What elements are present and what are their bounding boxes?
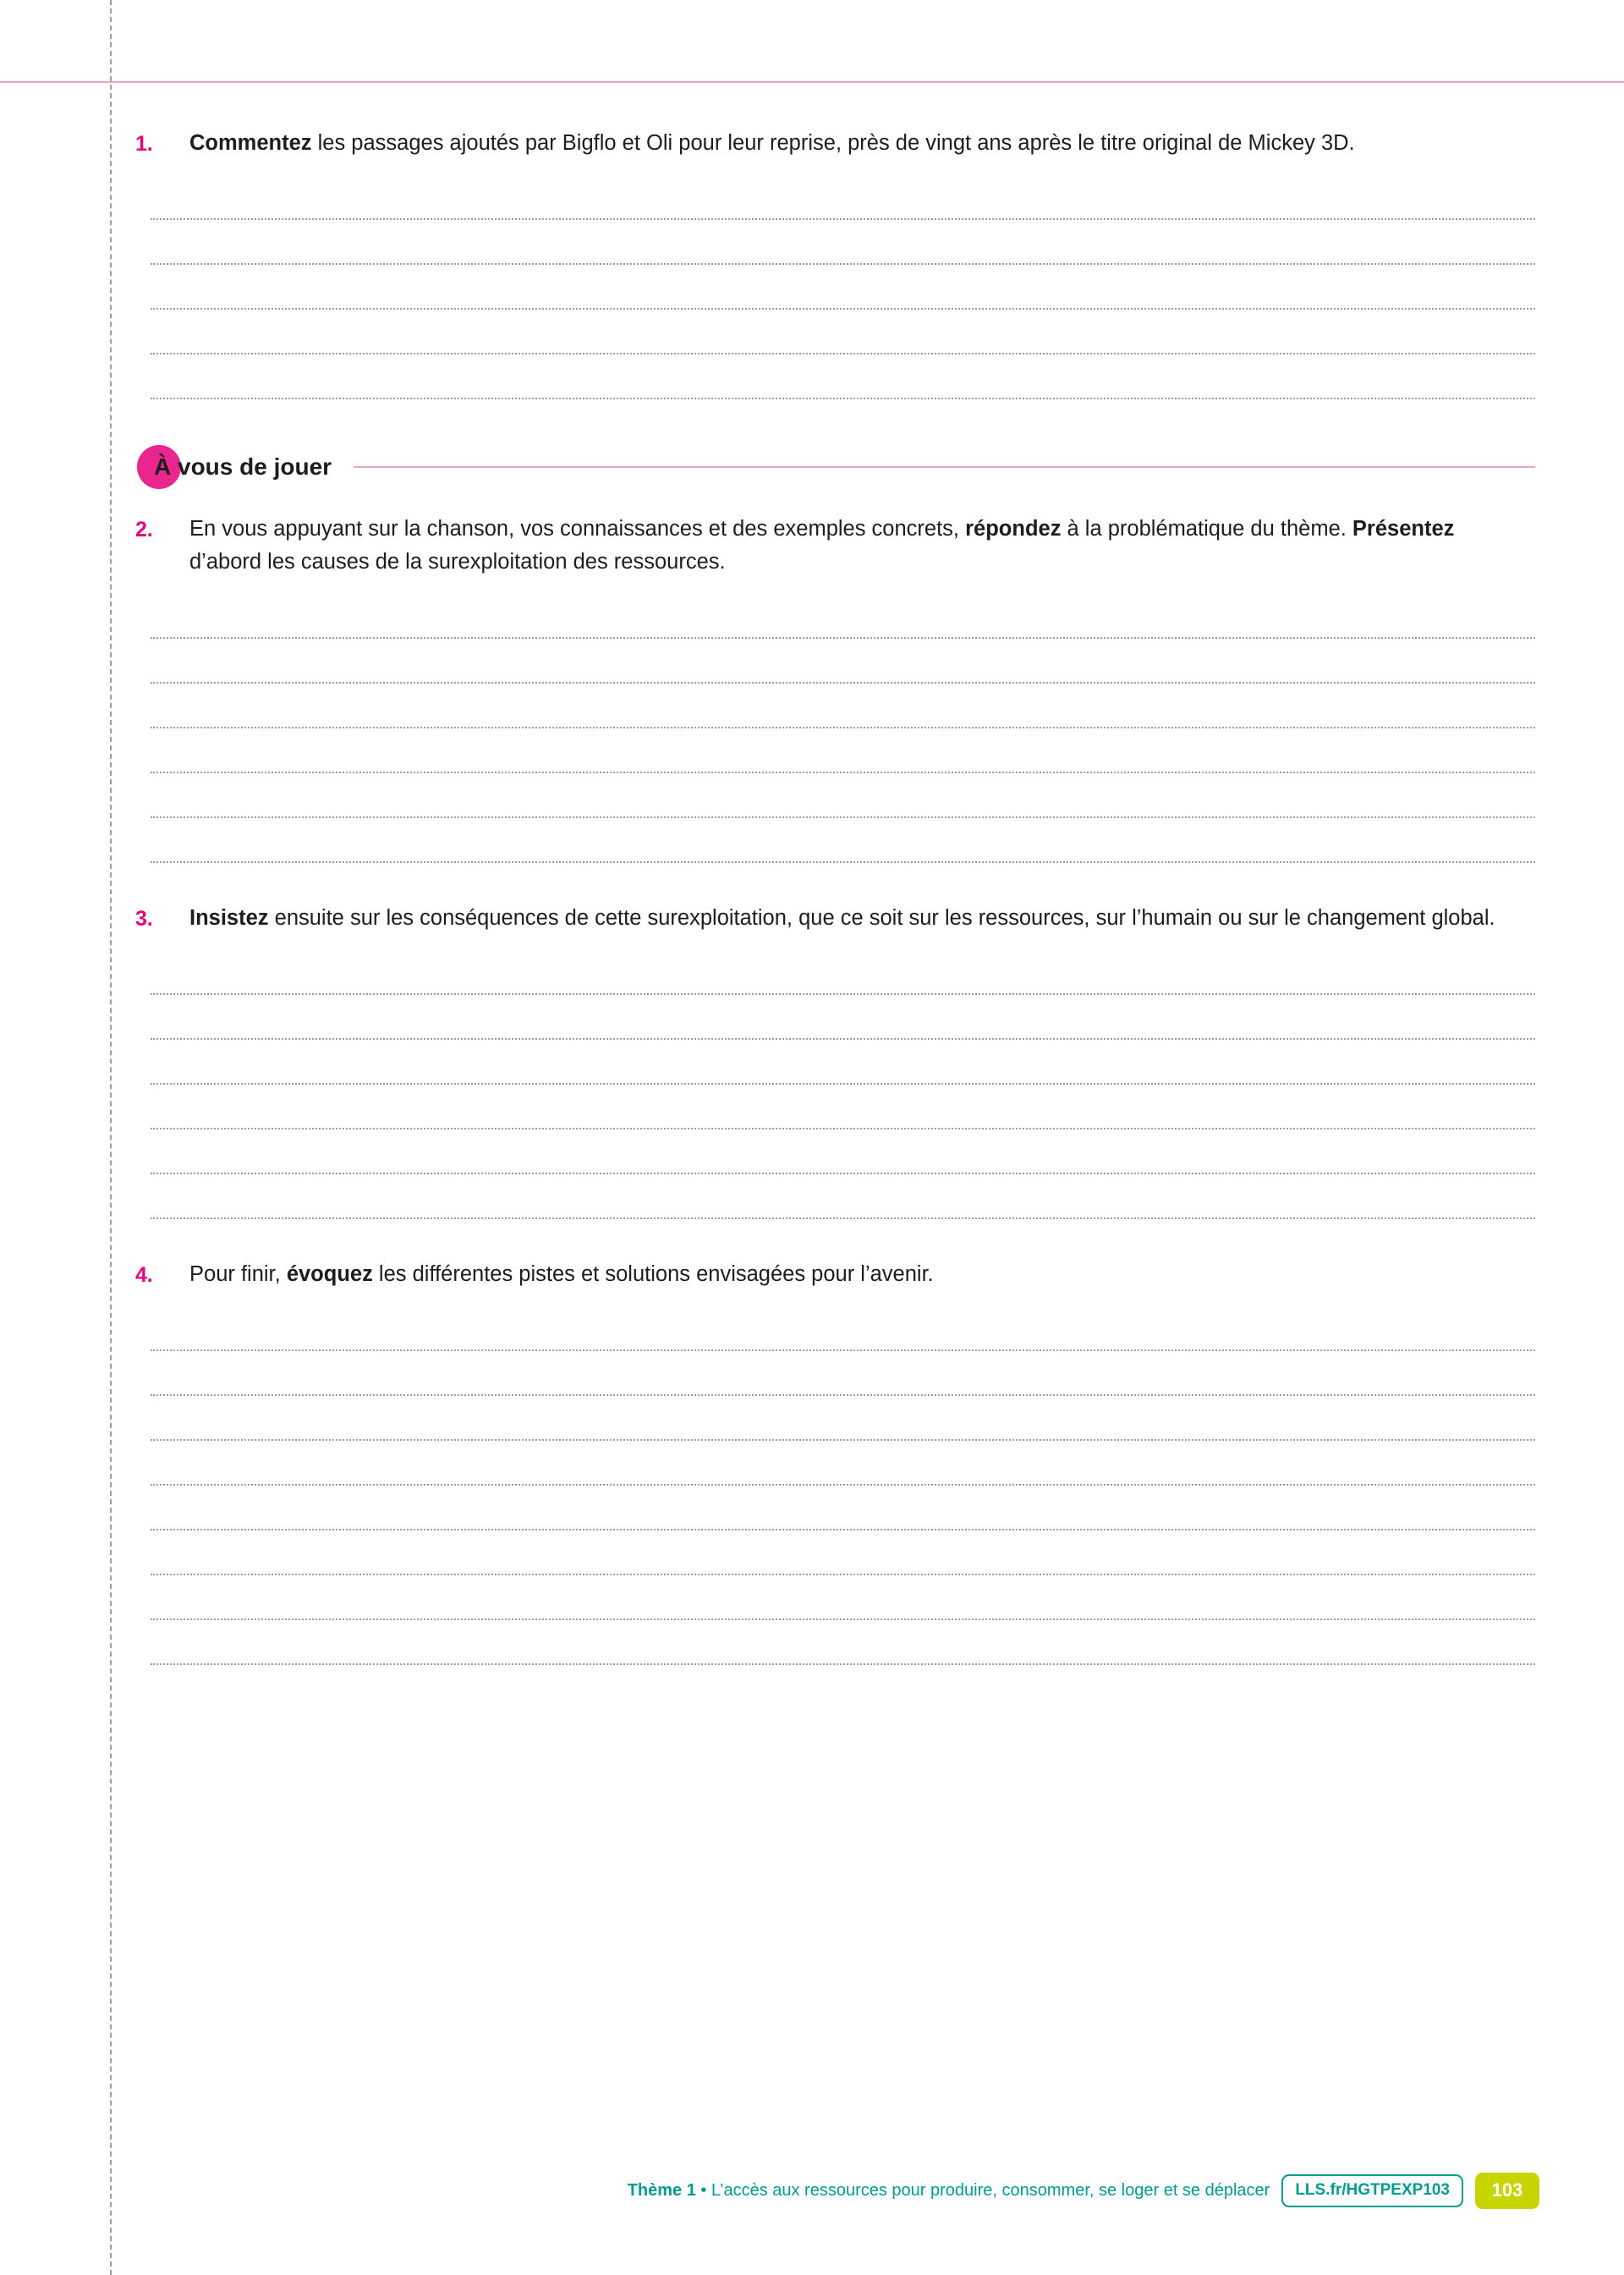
answer-line[interactable] xyxy=(151,950,1535,995)
exercise-4-header xyxy=(135,1258,1535,1291)
exercise-3-number: 3. xyxy=(135,907,153,931)
exercise-4-part-1: Pour finir, xyxy=(189,1262,287,1286)
exercise-2-header xyxy=(135,513,1535,579)
answer-line[interactable] xyxy=(151,1174,1535,1219)
answer-line[interactable] xyxy=(151,310,1535,354)
exercise-3 xyxy=(135,902,1535,1219)
footer-separator: • xyxy=(700,2181,707,2200)
exercise-2-part-3: d’abord les causes de la surexploitation des ressources. xyxy=(189,550,726,574)
exercise-4-number: 4. xyxy=(135,1263,153,1287)
exercise-3-answer-area[interactable] xyxy=(151,950,1535,1219)
answer-line[interactable] xyxy=(151,1040,1535,1085)
answer-line[interactable] xyxy=(151,995,1535,1040)
answer-line[interactable] xyxy=(151,175,1535,220)
exercise-2-answer-area[interactable] xyxy=(151,594,1535,863)
answer-line[interactable] xyxy=(151,1575,1535,1620)
exercise-1 xyxy=(135,127,1535,399)
exercise-4-verb: évoquez xyxy=(286,1262,373,1286)
exercise-1-body: les passages ajoutés par Bigflo et Oli pour leur reprise, près de vingt ans après le titre original de Mickey 3D. xyxy=(311,131,1355,155)
answer-line[interactable] xyxy=(151,639,1535,684)
footer-page-number: 103 xyxy=(1475,2173,1539,2209)
answer-line[interactable] xyxy=(151,265,1535,310)
page-footer xyxy=(135,2173,1624,2209)
answer-line[interactable] xyxy=(151,773,1535,818)
footer-theme-description: L’accès aux ressources pour produire, consommer, se loger et se déplacer xyxy=(710,2181,1270,2200)
answer-line[interactable] xyxy=(151,1306,1535,1351)
exercise-3-instruction xyxy=(189,902,1522,935)
answer-line[interactable] xyxy=(151,1129,1535,1174)
answer-line[interactable] xyxy=(151,728,1535,773)
section-rule xyxy=(354,466,1535,468)
footer-resource-code[interactable]: LLS.fr/HGTPEXP103 xyxy=(1281,2174,1463,2207)
exercise-4-part-2: les différentes pistes et solutions envisagées pour l’avenir. xyxy=(372,1262,934,1286)
answer-line[interactable] xyxy=(151,354,1535,399)
exercise-1-answer-area[interactable] xyxy=(151,175,1535,399)
exercise-2-verb-1: répondez xyxy=(965,517,1062,541)
exercise-3-body: ensuite sur les conséquences de cette surexploitation, que ce soit sur les ressources, sur l’humain ou sur le changement global. xyxy=(268,906,1495,930)
tear-off-dashed-line xyxy=(110,0,112,2275)
top-rule xyxy=(0,81,1624,83)
footer-theme-text xyxy=(628,2181,1270,2201)
exercise-4 xyxy=(135,1258,1535,1665)
answer-line[interactable] xyxy=(151,1486,1535,1530)
page-content xyxy=(135,127,1535,1665)
answer-line[interactable] xyxy=(151,684,1535,728)
exercise-2-instruction xyxy=(189,513,1522,579)
section-header-a-vous-de-jouer xyxy=(135,443,1535,491)
answer-line[interactable] xyxy=(151,220,1535,265)
exercise-2 xyxy=(135,513,1535,863)
exercise-1-verb: Commentez xyxy=(189,131,312,155)
exercise-2-part-2: à la problématique du thème. xyxy=(1061,517,1352,541)
exercise-1-header xyxy=(135,127,1535,160)
exercise-2-number: 2. xyxy=(135,518,153,541)
answer-line[interactable] xyxy=(151,1351,1535,1396)
answer-line[interactable] xyxy=(151,1085,1535,1129)
exercise-2-part-1: En vous appuyant sur la chanson, vos connaissances et des exemples concrets, xyxy=(189,517,966,541)
exercise-3-verb: Insistez xyxy=(189,906,269,930)
exercise-1-instruction xyxy=(189,127,1522,160)
answer-line[interactable] xyxy=(151,1441,1535,1486)
answer-line[interactable] xyxy=(151,1620,1535,1665)
answer-line[interactable] xyxy=(151,1530,1535,1575)
answer-line[interactable] xyxy=(151,818,1535,863)
exercise-1-number: 1. xyxy=(135,132,153,156)
exercise-4-instruction xyxy=(189,1258,1522,1291)
exercise-2-verb-2: Présentez xyxy=(1352,517,1455,541)
exercise-3-header xyxy=(135,902,1535,935)
exercise-4-answer-area[interactable] xyxy=(151,1306,1535,1665)
answer-line[interactable] xyxy=(151,1396,1535,1441)
section-title: À vous de jouer xyxy=(154,453,332,480)
answer-line[interactable] xyxy=(151,594,1535,639)
footer-theme-label: Thème 1 xyxy=(627,2181,696,2200)
